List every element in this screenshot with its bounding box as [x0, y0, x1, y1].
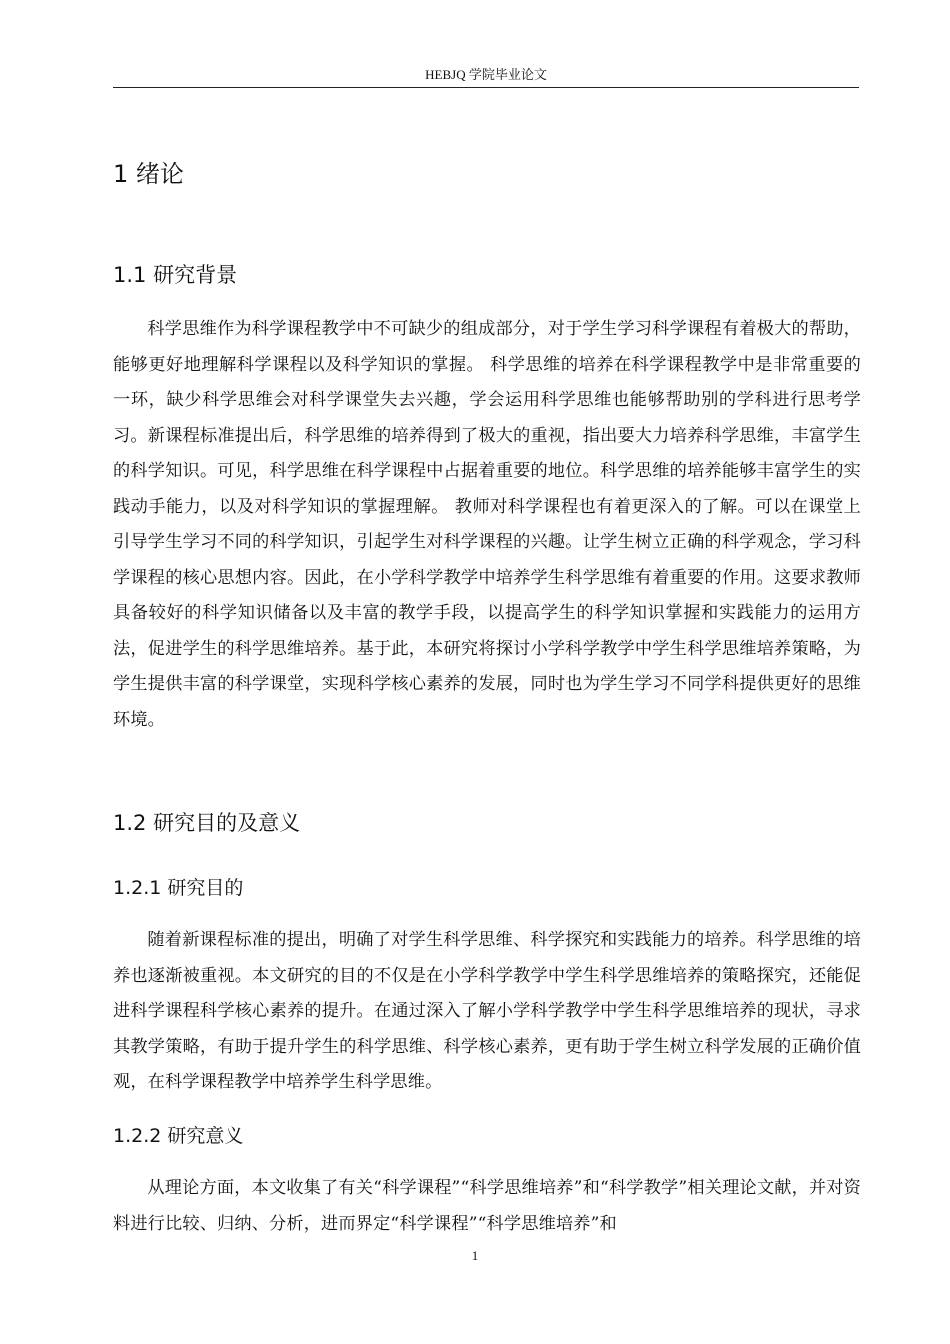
subsection-heading-significance: 1.2.2 研究意义	[113, 1125, 244, 1147]
paragraph-significance: 从理论方面，本文收集了有关“科学课程”“科学思维培养”和“科学教学”相关理论文献，并对资料进行比较、归纳、分析，进而界定“科学课程”“科学思维培养”和	[113, 1178, 861, 1234]
section-heading-purpose-significance: 1.2 研究目的及意义	[113, 811, 301, 835]
section-heading-background: 1.1 研究背景	[113, 263, 238, 287]
chapter-heading: 1 绪论	[113, 160, 184, 188]
page-header: HEBJQ 学院毕业论文	[113, 66, 859, 88]
paragraph-background: 科学思维作为科学课程教学中不可缺少的组成部分，对于学生学习科学课程有着极大的帮助，能够更好地理解科学课程以及科学知识的掌握。 科学思维的培养在科学课程教学中是非常重要的一环，缺少科学思维会对科学课堂失去兴趣，学会运用科学思维也能够帮助别的学科进行思考学习。新课程标准提出后，科学思维的培养得到了极大的重视，指出要大力培养科学思维，丰富学生的科学知识。可见，科学思维在科学课程中占据着重要的地位。科学思维的培养能够丰富学生的实践动手能力，以及对科学知识的掌握理解。 教师对科学课程也有着更深入的了解。可以在课堂上引导学生学习不同的科学知识，引起学生对科学课程的兴趣。让学生树立正确的科学观念，学习科学课程的核心思想内容。因此，在小学科学教学中培养学生科学思维有着重要的作用。这要求教师具备较好的科学知识储备以及丰富的教学手段，以提高学生的科学知识掌握和实践能力的运用方法，促进学生的科学思维培养。基于此，本研究将探讨小学科学教学中学生科学思维培养策略，为学生提供丰富的科学课堂，实现科学核心素养的发展，同时也为学生学习不同学科提供更好的思维环境。	[113, 319, 861, 730]
page-number: 1	[471, 1248, 479, 1263]
paragraph-purpose: 随着新课程标准的提出，明确了对学生科学思维、科学探究和实践能力的培养。科学思维的培养也逐渐被重视。本文研究的目的不仅是在小学科学教学中学生科学思维培养的策略探究，还能促进科学课程科学核心素养的提升。在通过深入了解小学科学教学中学生科学思维培养的现状，寻求其教学策略，有助于提升学生的科学思维、科学核心素养，更有助于学生树立科学发展的正确价值观，在科学课程教学中培养学生科学思维。	[113, 930, 861, 1092]
subsection-heading-purpose: 1.2.1 研究目的	[113, 877, 244, 899]
